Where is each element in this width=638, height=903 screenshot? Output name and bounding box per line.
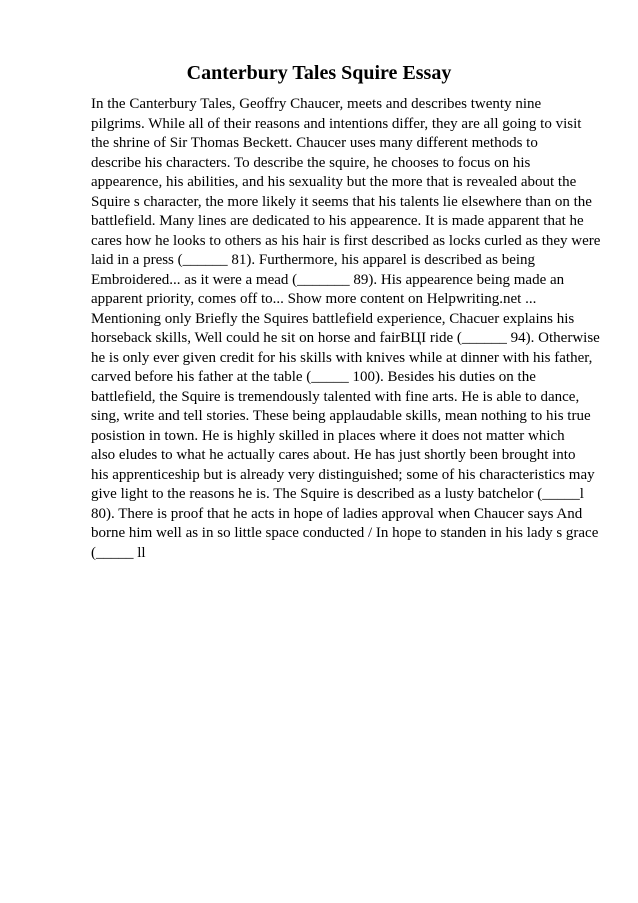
essay-line: pilgrims. While all of their reasons and intentions differ, they are all going to visit — [91, 115, 582, 132]
essay-line: Mentioning only Briefly the Squires battlefield experience, Chacuer explains his — [91, 310, 575, 327]
essay-line: appearence, his abilities, and his sexuality but the more that is revealed about the — [91, 174, 577, 190]
essay-line: he is only ever given credit for his skills with knives while at dinner with his father, — [91, 349, 593, 366]
essay-line: also eludes to what he actually cares about. He has just shortly been brought into — [91, 447, 576, 463]
essay-line: apparent priority, comes off to... Show more content on Helpwriting.net ... — [91, 291, 537, 307]
essay-line: describe his characters. To describe the squire, he chooses to focus on his — [91, 154, 531, 171]
document-title: Canterbury Tales Squire Essay — [186, 62, 452, 84]
essay-line: horseback skills, Well could he sit on horse and fairВЦI ride (______ 94). Otherwise — [91, 330, 600, 346]
essay-line: his apprenticeship but is already very distinguished; some of his characteristics may — [91, 466, 595, 483]
essay-line: battlefield, the Squire is tremendously talented with fine arts. He is able to dance, — [91, 388, 580, 405]
essay-line: laid in a press (______ 81). Furthermore, his apparel is described as being — [91, 252, 536, 268]
essay-line: battlefield. Many lines are dedicated to his appearence. It is made apparent that he — [91, 213, 584, 229]
essay-line: In the Canterbury Tales, Geoffry Chaucer, meets and describes twenty nine — [91, 96, 542, 112]
essay-line: sing, write and tell stories. These being applaudable skills, mean nothing to his true — [91, 408, 591, 424]
essay-line: 80). There is proof that he acts in hope of ladies approval when Chaucer says And — [91, 505, 583, 522]
essay-line: cares how he looks to others as his hair is first described as locks curled as they were — [91, 232, 601, 249]
essay-line: (_____ ll — [91, 544, 146, 561]
essay-line: Embroidered... as it were a mead (_______ 89). His appearence being made an — [91, 271, 565, 288]
essay-line: posistion in town. He is highly skilled in places where it does not matter which — [91, 427, 565, 444]
essay-body — [91, 95, 611, 563]
essay-line: Squire s character, the more likely it seems that his talents lie elsewhere than on the — [91, 193, 592, 210]
essay-line: carved before his father at the table (_____ 100). Besides his duties on the — [91, 369, 536, 385]
essay-line: the shrine of Sir Thomas Beckett. Chaucer uses many different methods to — [91, 135, 538, 151]
essay-line: give light to the reasons he is. The Squire is described as a lusty batchelor (_____l — [91, 486, 584, 502]
essay-line: borne him well as in so little space conducted / In hope to standen in his lady s grace — [91, 525, 599, 541]
